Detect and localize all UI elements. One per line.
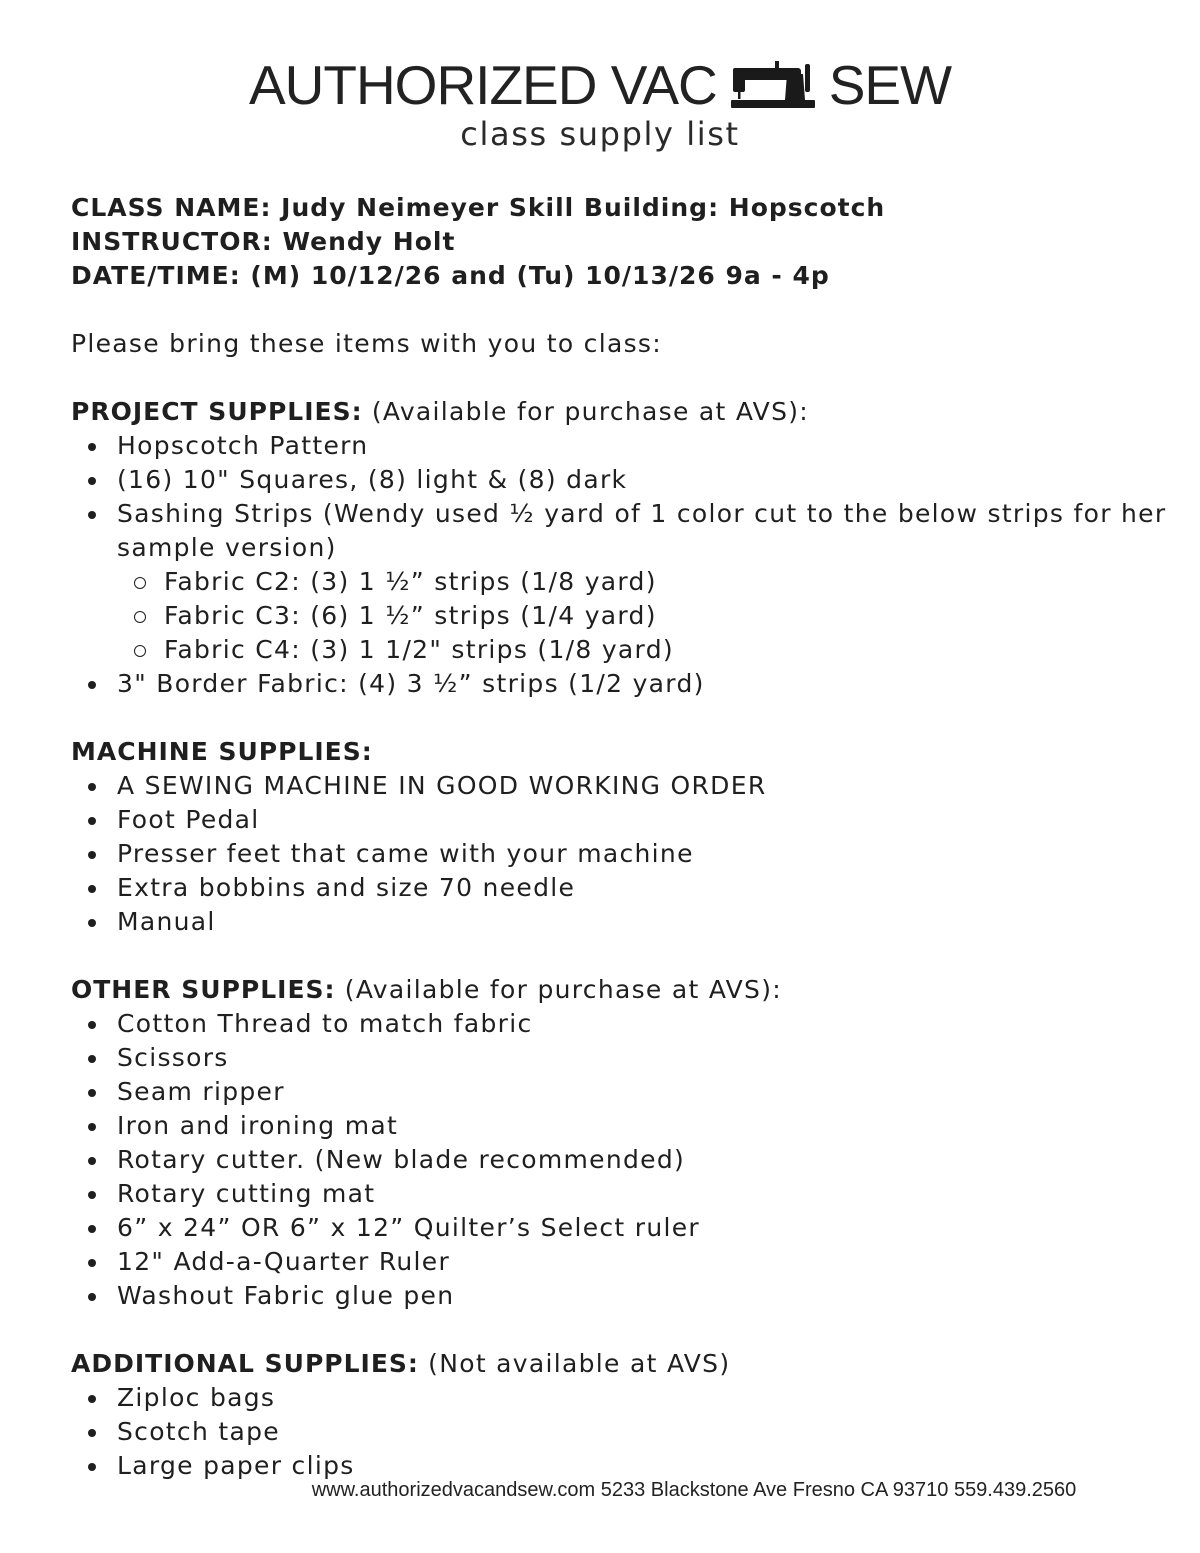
brand-name-left: AUTHORIZED VAC: [248, 54, 717, 116]
other-supplies-list: [71, 1007, 1171, 1313]
list-item: Scotch tape: [117, 1415, 1171, 1449]
section-title: PROJECT SUPPLIES:: [71, 397, 363, 426]
section-note: (Available for purchase at AVS):: [362, 397, 810, 426]
project-supplies-heading: [71, 395, 1171, 429]
list-item: Cotton Thread to match fabric: [117, 1007, 1171, 1041]
brand-name-right: SEW: [828, 54, 952, 116]
class-name: CLASS NAME: Judy Neimeyer Skill Building: Hopscotch: [71, 193, 886, 222]
list-item: Scissors: [117, 1041, 1171, 1075]
list-item: Rotary cutter. (New blade recommended): [117, 1143, 1171, 1177]
footer-contact: www.authorizedvacandsew.com 5233 Blackstone Ave Fresno CA 93710 559.439.2560: [311, 1479, 1077, 1501]
sewing-machine-icon: [731, 60, 815, 110]
page-header: [0, 52, 1200, 154]
instructor: INSTRUCTOR: Wendy Holt: [71, 227, 456, 256]
sub-list-item: Fabric C3: (6) 1 ½” strips (1/4 yard): [164, 599, 1171, 633]
additional-supplies-heading: [71, 1347, 1171, 1381]
list-item: Foot Pedal: [117, 803, 1171, 837]
list-item: 6” x 24” OR 6” x 12” Quilter’s Select ruler: [117, 1211, 1171, 1245]
list-item: Manual: [117, 905, 1171, 939]
date-time: DATE/TIME: (M) 10/12/26 and (Tu) 10/13/26 9a - 4p: [71, 261, 830, 290]
list-item: (16) 10" Squares, (8) light & (8) dark: [117, 463, 1171, 497]
project-supplies-list: [71, 429, 1171, 701]
list-item: Hopscotch Pattern: [117, 429, 1171, 463]
brand-logo: [249, 52, 951, 118]
sub-list-item: Fabric C4: (3) 1 1/2" strips (1/8 yard): [164, 633, 1171, 667]
list-item: [117, 497, 1171, 667]
list-item-text: Sashing Strips (Wendy used ½ yard of 1 color cut to the below strips for her sample version): [117, 499, 1167, 562]
sashing-sublist: [117, 565, 1171, 667]
machine-supplies-heading: [71, 735, 1171, 769]
document-body: [71, 191, 1171, 1483]
additional-supplies-list: [71, 1381, 1171, 1483]
section-note: (Available for purchase at AVS):: [335, 975, 782, 1004]
machine-supplies-list: [71, 769, 1171, 939]
list-item: Rotary cutting mat: [117, 1177, 1171, 1211]
list-item: 12" Add-a-Quarter Ruler: [117, 1245, 1171, 1279]
section-note: (Not available at AVS): [418, 1349, 731, 1378]
list-item: Large paper clips: [117, 1449, 1171, 1483]
list-item: Presser feet that came with your machine: [117, 837, 1171, 871]
list-item: A SEWING MACHINE IN GOOD WORKING ORDER: [117, 769, 1171, 803]
section-title: ADDITIONAL SUPPLIES:: [71, 1349, 419, 1378]
list-item: Washout Fabric glue pen: [117, 1279, 1171, 1313]
list-item: Ziploc bags: [117, 1381, 1171, 1415]
list-item: Iron and ironing mat: [117, 1109, 1171, 1143]
list-item: 3" Border Fabric: (4) 3 ½” strips (1/2 yard): [117, 667, 1171, 701]
list-item: Seam ripper: [117, 1075, 1171, 1109]
sub-list-item: Fabric C2: (3) 1 ½” strips (1/8 yard): [164, 565, 1171, 599]
list-item: Extra bobbins and size 70 needle: [117, 871, 1171, 905]
page-subtitle: class supply list: [460, 115, 740, 153]
page-footer: [0, 1479, 1200, 1502]
section-title: MACHINE SUPPLIES:: [71, 737, 373, 766]
intro-text: Please bring these items with you to class:: [71, 329, 662, 358]
section-title: OTHER SUPPLIES:: [71, 975, 336, 1004]
other-supplies-heading: [71, 973, 1171, 1007]
